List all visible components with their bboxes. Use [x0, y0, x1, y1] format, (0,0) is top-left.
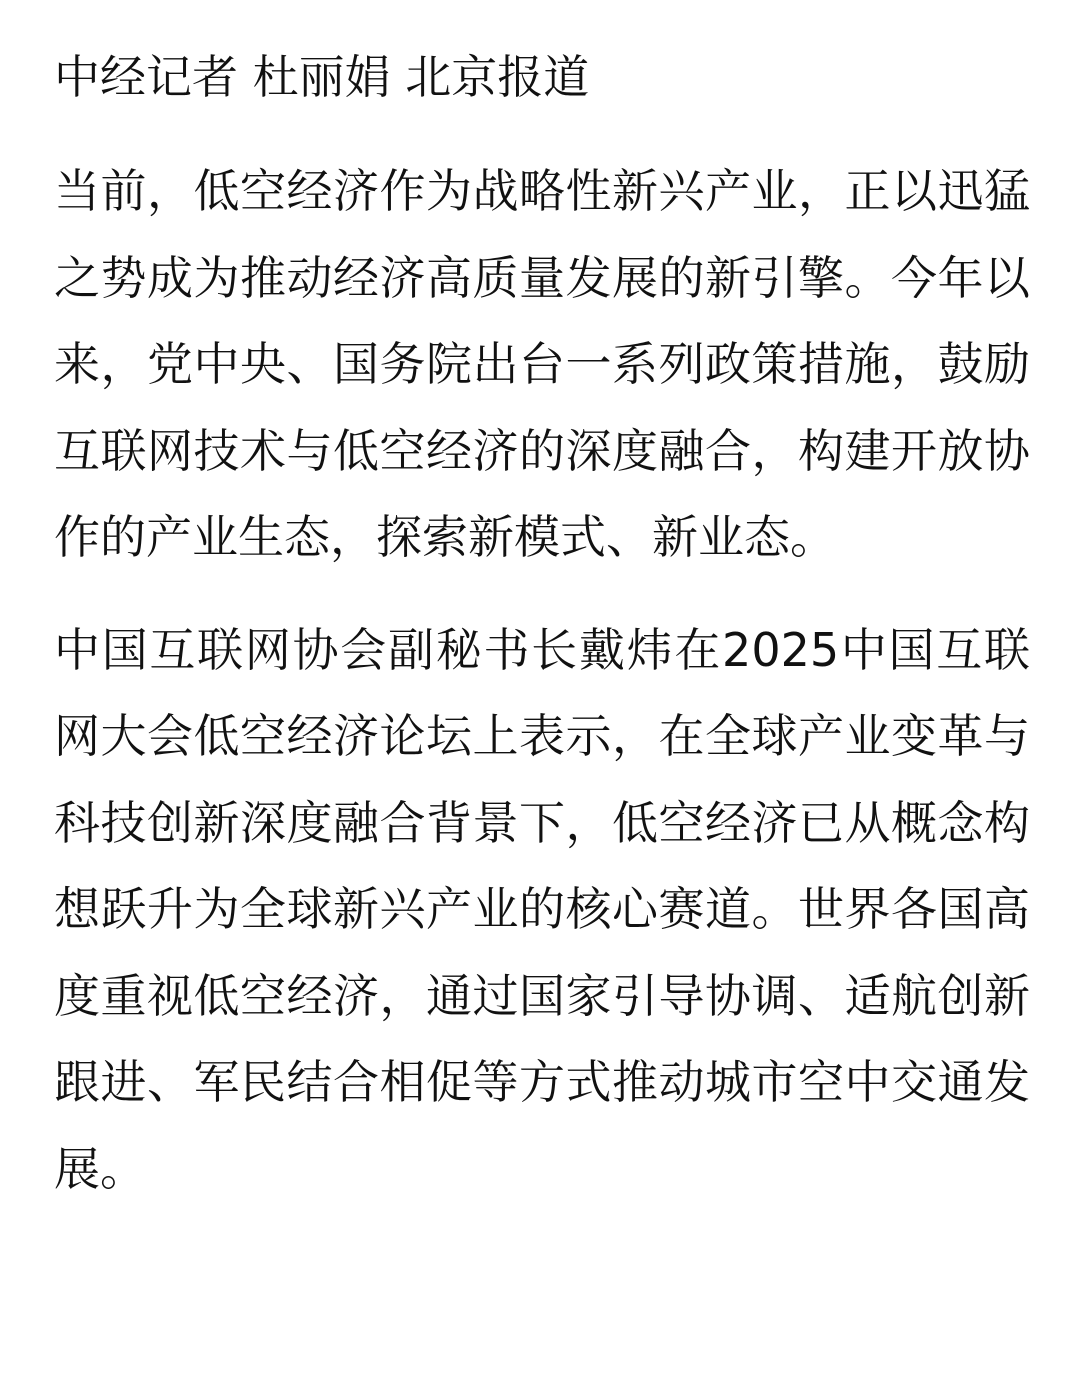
paragraph-1: 当前，低空经济作为战略性新兴产业，正以迅猛之势成为推动经济高质量发展的新引擎。今年以来，党中央、国务院出台一系列政策措施，鼓励互联网技术与低空经济的深度融合，构建开放协作的产业生态，探索新模式、新业态。 [54, 164, 1030, 564]
byline: 中经记者 杜丽娟 北京报道 [54, 50, 590, 104]
article-body [54, 42, 1030, 1238]
paragraph-2: 中国互联网协会副秘书长戴炜在2025中国互联网大会低空经济论坛上表示，在全球产业变革与科技创新深度融合背景下，低空经济已从概念构想跃升为全球新兴产业的核心赛道。世界各国高度重视低空经济，通过国家引导协调、适航创新跟进、军民结合相促等方式推动城市空中交通发展。 [54, 622, 1030, 1196]
